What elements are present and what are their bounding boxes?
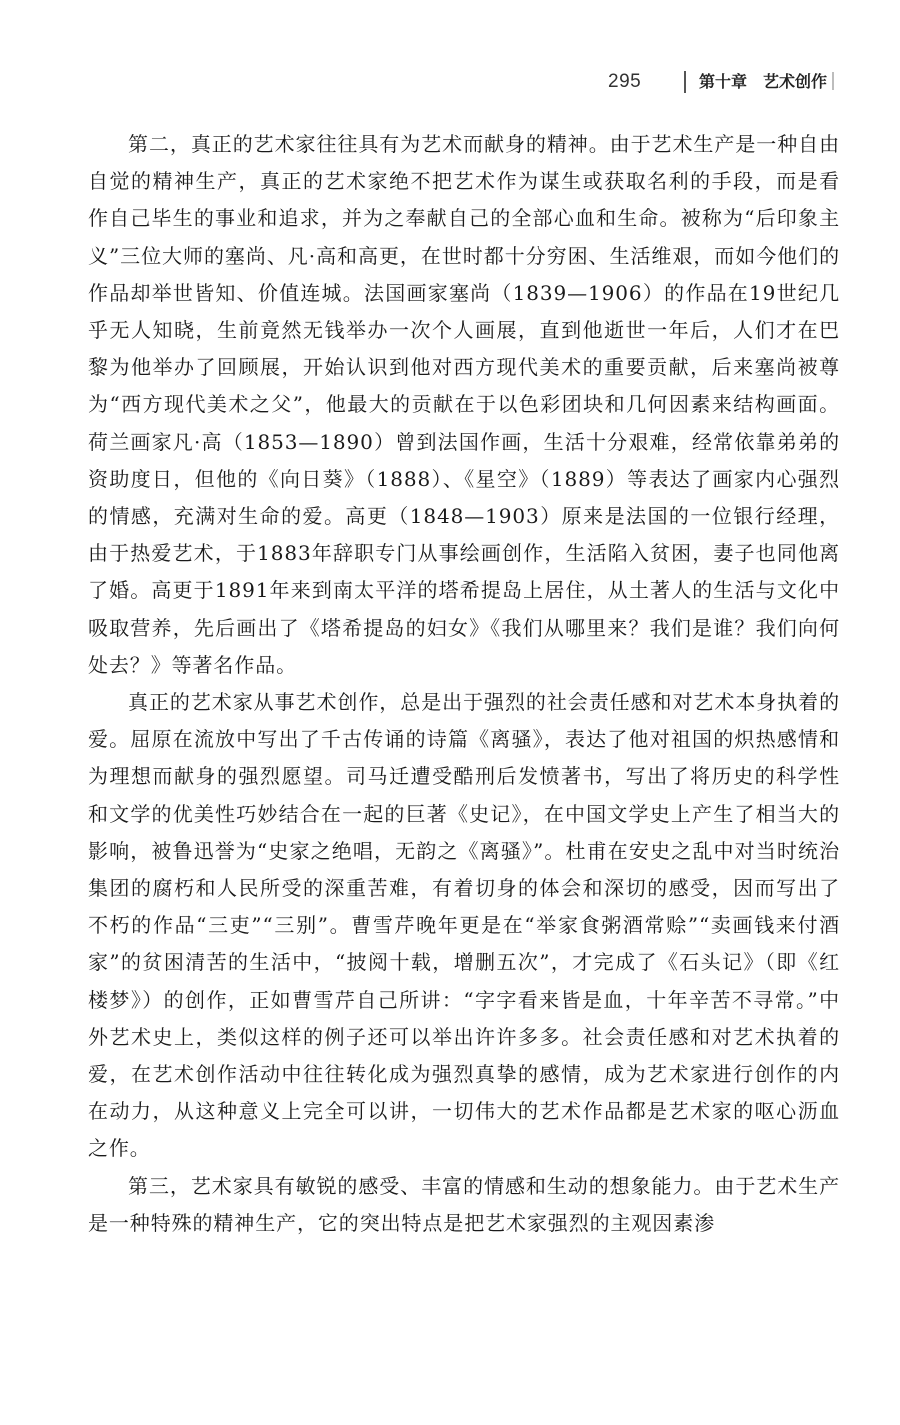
paragraph-social-responsibility: 真正的艺术家从事艺术创作，总是出于强烈的社会责任感和对艺术本身执着的爱。屈原在流放中写出了千古传诵的诗篇《离骚》，表达了他对祖国的炽热感情和为理想而献身的强烈愿望。司马迁遭受酷刑后发愤著书，写出了将历史的科学性和文学的优美性巧妙结合在一起的巨著《史记》，在中国文学史上产生了相当大的影响，被鲁迅誉为“史家之绝唱，无韵之《离骚》”。杜甫在安史之乱中对当时统治集团的腐朽和人民所受的深重苦难，有着切身的体会和深切的感受，因而写出了不朽的作品“三吏”“三别”。曹雪芹晚年更是在“举家食粥酒常赊”“卖画钱来付酒家”的贫困清苦的生活中，“披阅十载，增删五次”，才完成了《石头记》（即《红楼梦》）的创作，正如曹雪芹自己所讲：“字字看来皆是血，十年辛苦不寻常。”中外艺术史上，类似这样的例子还可以举出许许多多。社会责任感和对艺术执着的爱，在艺术创作活动中往往转化成为强烈真挚的感情，成为艺术家进行创作的内在动力，从这种意义上完全可以讲，一切伟大的艺术作品都是艺术家的呕心沥血之作。 xyxy=(88,690,840,1161)
paragraph-second-point: 第二，真正的艺术家往往具有为艺术而献身的精神。由于艺术生产是一种自由自觉的精神生产，真正的艺术家绝不把艺术作为谋生或获取名利的手段，而是看作自己毕生的事业和追求，并为之奉献自己的全部心血和生命。被称为“后印象主义”三位大师的塞尚、凡·高和高更，在世时都十分穷困、生活维艰，而如今他们的作品却举世皆知、价值连城。法国画家塞尚（1839—1906）的作品在19世纪几乎无人知晓，生前竟然无钱举办一次个人画展，直到他逝世一年后，人们才在巴黎为他举办了回顾展，开始认识到他对西方现代美术的重要贡献，后来塞尚被尊为“西方现代美术之父”，他最大的贡献在于以色彩团块和几何因素来结构画面。荷兰画家凡·高（1853—1890）曾到法国作画，生活十分艰难，经常依靠弟弟的资助度日，但他的《向日葵》（1888）、《星空》（1889）等表达了画家内心强烈的情感，充满对生命的爱。高更（1848—1903）原来是法国的一位银行经理，由于热爱艺术，于1883年辞职专门从事绘画创作，生活陷入贫困，妻子也同他离了婚。高更于1891年来到南太平洋的塔希提岛上居住，从土著人的生活与文化中吸取营养，先后画出了《塔希提岛的妇女》《我们从哪里来？我们是谁？我们向何处去？》等著名作品。 xyxy=(88,132,840,677)
running-header xyxy=(0,70,900,98)
body-text xyxy=(88,126,840,1242)
chapter-title: 第十章 艺术创作 xyxy=(699,72,828,91)
paragraph-third-point: 第三，艺术家具有敏锐的感受、丰富的情感和生动的想象能力。由于艺术生产是一种特殊的精神生产，它的突出特点是把艺术家强烈的主观因素渗 xyxy=(88,1173,840,1235)
header-divider xyxy=(684,71,686,93)
page-edge-mark xyxy=(832,72,834,90)
page-number: 295 xyxy=(608,71,642,92)
